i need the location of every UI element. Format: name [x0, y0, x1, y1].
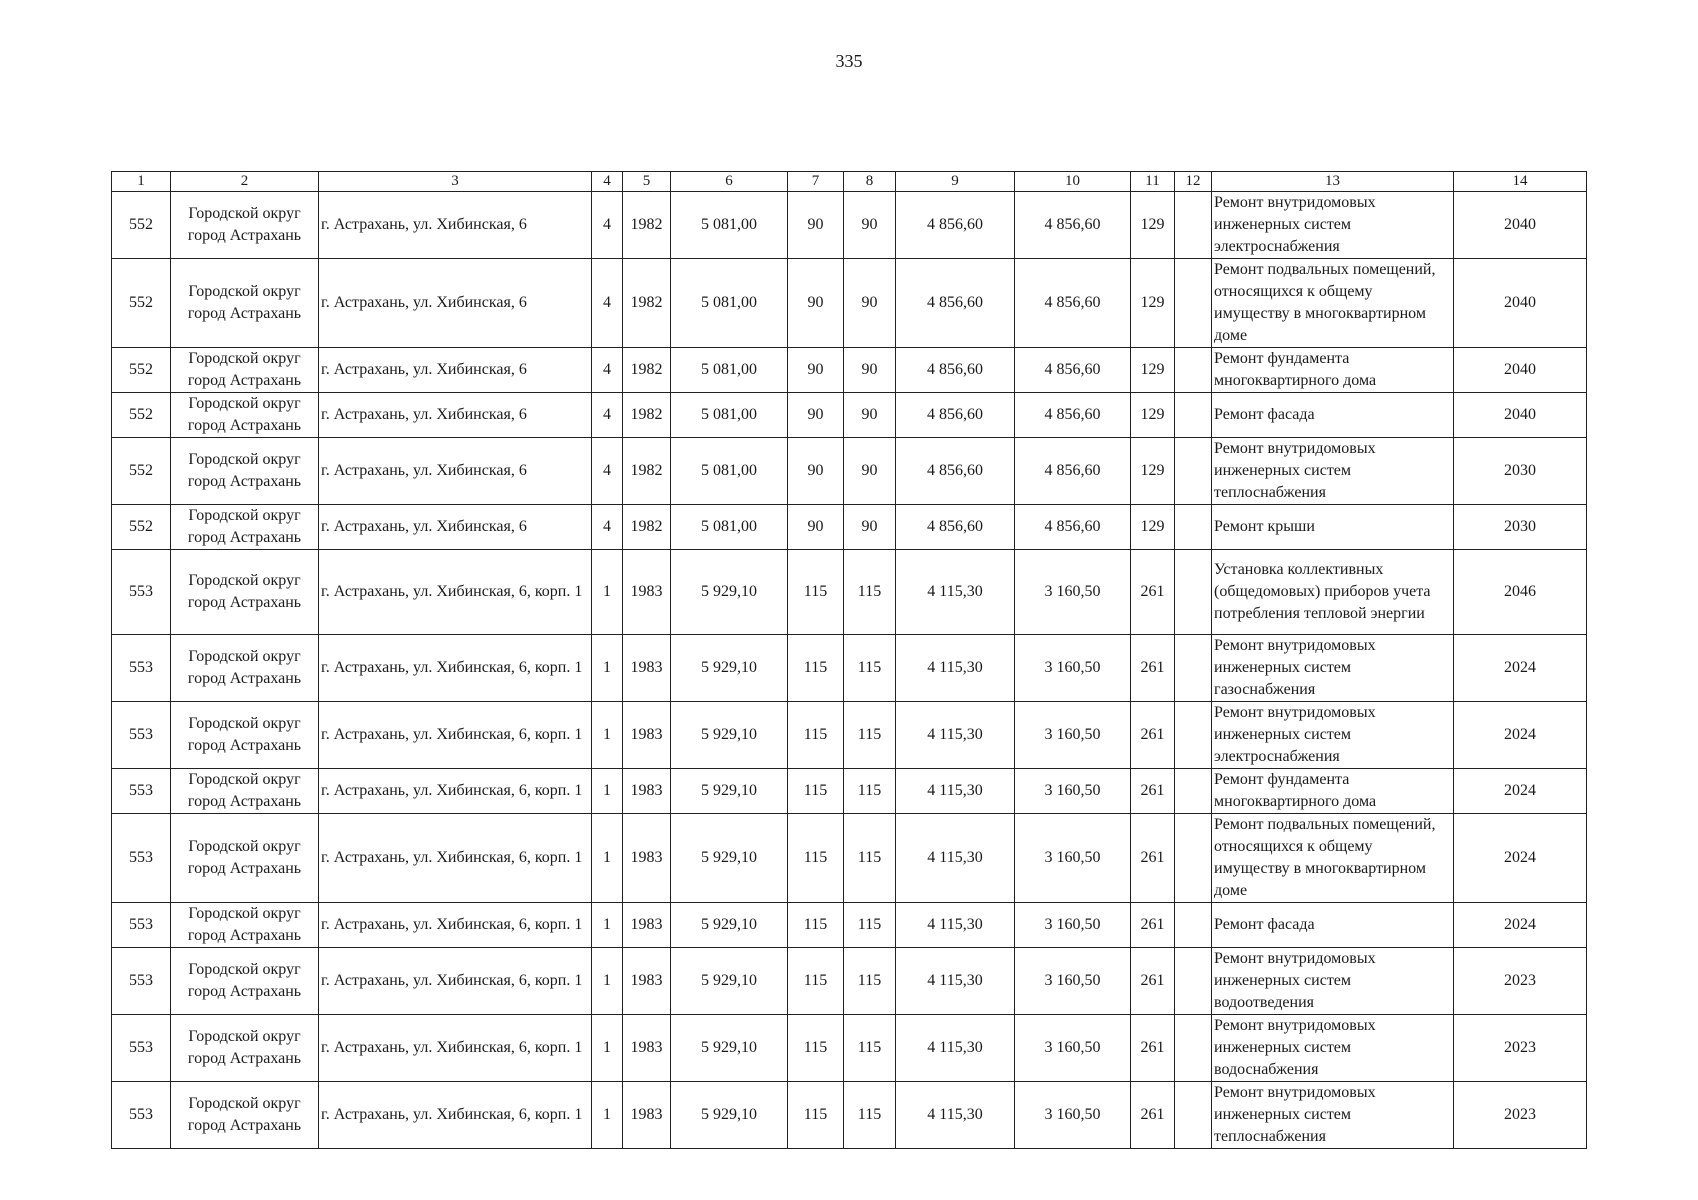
col11-cell: 261: [1131, 903, 1175, 948]
work-type-cell: Ремонт подвальных помещений, относящихся к общему имуществу в многоквартирном доме: [1212, 259, 1454, 348]
work-type-cell: Ремонт фасада: [1212, 903, 1454, 948]
address-cell: г. Астрахань, ул. Хибинская, 6, корп. 1: [319, 814, 592, 903]
total-area-cell: 5 929,10: [671, 1015, 788, 1082]
municipality-cell: Городской округ город Астрахань: [171, 814, 319, 903]
col7-cell: 115: [788, 1015, 844, 1082]
year-built-cell: 1982: [623, 393, 671, 438]
column-header: 14: [1454, 172, 1587, 192]
year-built-cell: 1983: [623, 903, 671, 948]
col12-cell: [1175, 259, 1212, 348]
municipality-cell: Городской округ город Астрахань: [171, 505, 319, 550]
column-header: 2: [171, 172, 319, 192]
total-area-cell: 5 929,10: [671, 1082, 788, 1149]
year-built-cell: 1982: [623, 192, 671, 259]
table-row: [112, 635, 1587, 702]
col7-cell: 90: [788, 438, 844, 505]
col9-cell: 4 115,30: [896, 814, 1015, 903]
work-type-cell: Ремонт подвальных помещений, относящихся к общему имуществу в многоквартирном доме: [1212, 814, 1454, 903]
year-built-cell: 1983: [623, 769, 671, 814]
table-row: [112, 814, 1587, 903]
municipality-cell: Городской округ город Астрахань: [171, 192, 319, 259]
work-type-cell: Ремонт внутридомовых инженерных систем газоснабжения: [1212, 635, 1454, 702]
col7-cell: 90: [788, 259, 844, 348]
registry-number-cell: 553: [112, 814, 171, 903]
planned-year-cell: 2024: [1454, 903, 1587, 948]
col12-cell: [1175, 1082, 1212, 1149]
col12-cell: [1175, 702, 1212, 769]
col8-cell: 115: [844, 903, 896, 948]
col10-cell: 4 856,60: [1015, 259, 1131, 348]
col4-cell: 4: [592, 438, 623, 505]
table-row: [112, 348, 1587, 393]
col9-cell: 4 115,30: [896, 948, 1015, 1015]
municipality-cell: Городской округ город Астрахань: [171, 635, 319, 702]
col7-cell: 115: [788, 635, 844, 702]
col10-cell: 3 160,50: [1015, 635, 1131, 702]
col9-cell: 4 115,30: [896, 769, 1015, 814]
col9-cell: 4 856,60: [896, 259, 1015, 348]
address-cell: г. Астрахань, ул. Хибинская, 6: [319, 259, 592, 348]
col9-cell: 4 856,60: [896, 393, 1015, 438]
col11-cell: 261: [1131, 814, 1175, 903]
municipality-cell: Городской округ город Астрахань: [171, 259, 319, 348]
municipality-cell: Городской округ город Астрахань: [171, 948, 319, 1015]
page-number: 335: [835, 51, 863, 71]
year-built-cell: 1983: [623, 1082, 671, 1149]
col4-cell: 1: [592, 635, 623, 702]
municipality-cell: Городской округ город Астрахань: [171, 702, 319, 769]
col4-cell: 1: [592, 702, 623, 769]
year-built-cell: 1983: [623, 1015, 671, 1082]
col9-cell: 4 115,30: [896, 702, 1015, 769]
registry-number-cell: 552: [112, 192, 171, 259]
year-built-cell: 1982: [623, 505, 671, 550]
col11-cell: 129: [1131, 192, 1175, 259]
col4-cell: 4: [592, 505, 623, 550]
col8-cell: 90: [844, 348, 896, 393]
col10-cell: 3 160,50: [1015, 550, 1131, 635]
year-built-cell: 1982: [623, 438, 671, 505]
col4-cell: 4: [592, 259, 623, 348]
municipality-cell: Городской округ город Астрахань: [171, 438, 319, 505]
registry-number-cell: 552: [112, 259, 171, 348]
col4-cell: 1: [592, 550, 623, 635]
col4-cell: 4: [592, 192, 623, 259]
col10-cell: 4 856,60: [1015, 192, 1131, 259]
col12-cell: [1175, 192, 1212, 259]
col12-cell: [1175, 393, 1212, 438]
address-cell: г. Астрахань, ул. Хибинская, 6, корп. 1: [319, 769, 592, 814]
col12-cell: [1175, 550, 1212, 635]
col10-cell: 4 856,60: [1015, 438, 1131, 505]
year-built-cell: 1983: [623, 635, 671, 702]
col4-cell: 1: [592, 948, 623, 1015]
planned-year-cell: 2024: [1454, 814, 1587, 903]
municipality-cell: Городской округ город Астрахань: [171, 1082, 319, 1149]
planned-year-cell: 2040: [1454, 393, 1587, 438]
address-cell: г. Астрахань, ул. Хибинская, 6, корп. 1: [319, 702, 592, 769]
col8-cell: 115: [844, 702, 896, 769]
work-type-cell: Ремонт внутридомовых инженерных систем теплоснабжения: [1212, 438, 1454, 505]
registry-number-cell: 553: [112, 903, 171, 948]
col11-cell: 261: [1131, 1015, 1175, 1082]
work-type-cell: Ремонт внутридомовых инженерных систем водоотведения: [1212, 948, 1454, 1015]
column-header: 12: [1175, 172, 1212, 192]
col12-cell: [1175, 635, 1212, 702]
table-row: [112, 769, 1587, 814]
registry-number-cell: 553: [112, 702, 171, 769]
year-built-cell: 1982: [623, 259, 671, 348]
planned-year-cell: 2040: [1454, 348, 1587, 393]
col12-cell: [1175, 948, 1212, 1015]
address-cell: г. Астрахань, ул. Хибинская, 6, корп. 1: [319, 903, 592, 948]
col7-cell: 115: [788, 769, 844, 814]
col11-cell: 129: [1131, 393, 1175, 438]
col9-cell: 4 856,60: [896, 192, 1015, 259]
col11-cell: 261: [1131, 769, 1175, 814]
year-built-cell: 1983: [623, 814, 671, 903]
municipality-cell: Городской округ город Астрахань: [171, 348, 319, 393]
municipality-cell: Городской округ город Астрахань: [171, 1015, 319, 1082]
table-row: [112, 438, 1587, 505]
col8-cell: 115: [844, 1015, 896, 1082]
table-row: [112, 903, 1587, 948]
col7-cell: 115: [788, 948, 844, 1015]
work-type-cell: Ремонт внутридомовых инженерных систем электроснабжения: [1212, 702, 1454, 769]
col4-cell: 1: [592, 1015, 623, 1082]
col11-cell: 261: [1131, 1082, 1175, 1149]
address-cell: г. Астрахань, ул. Хибинская, 6, корп. 1: [319, 948, 592, 1015]
col10-cell: 4 856,60: [1015, 505, 1131, 550]
col8-cell: 90: [844, 259, 896, 348]
col12-cell: [1175, 505, 1212, 550]
col11-cell: 129: [1131, 438, 1175, 505]
municipality-cell: Городской округ город Астрахань: [171, 393, 319, 438]
registry-number-cell: 553: [112, 1015, 171, 1082]
total-area-cell: 5 929,10: [671, 769, 788, 814]
col9-cell: 4 115,30: [896, 1082, 1015, 1149]
column-header: 10: [1015, 172, 1131, 192]
col10-cell: 4 856,60: [1015, 348, 1131, 393]
col10-cell: 3 160,50: [1015, 948, 1131, 1015]
col4-cell: 1: [592, 903, 623, 948]
col10-cell: 3 160,50: [1015, 1082, 1131, 1149]
column-header: 4: [592, 172, 623, 192]
col12-cell: [1175, 769, 1212, 814]
planned-year-cell: 2030: [1454, 505, 1587, 550]
table-row: [112, 948, 1587, 1015]
planned-year-cell: 2040: [1454, 192, 1587, 259]
col4-cell: 1: [592, 1082, 623, 1149]
work-type-cell: Ремонт внутридомовых инженерных систем теплоснабжения: [1212, 1082, 1454, 1149]
table-row: [112, 192, 1587, 259]
col12-cell: [1175, 814, 1212, 903]
work-type-cell: Ремонт фундамента многоквартирного дома: [1212, 348, 1454, 393]
municipality-cell: Городской округ город Астрахань: [171, 769, 319, 814]
registry-number-cell: 553: [112, 550, 171, 635]
col12-cell: [1175, 348, 1212, 393]
registry-number-cell: 553: [112, 635, 171, 702]
work-type-cell: Ремонт крыши: [1212, 505, 1454, 550]
col12-cell: [1175, 1015, 1212, 1082]
planned-year-cell: 2030: [1454, 438, 1587, 505]
col4-cell: 4: [592, 393, 623, 438]
planned-year-cell: 2046: [1454, 550, 1587, 635]
column-header: 6: [671, 172, 788, 192]
address-cell: г. Астрахань, ул. Хибинская, 6: [319, 348, 592, 393]
column-header: 1: [112, 172, 171, 192]
year-built-cell: 1983: [623, 948, 671, 1015]
column-header: 13: [1212, 172, 1454, 192]
registry-number-cell: 552: [112, 393, 171, 438]
address-cell: г. Астрахань, ул. Хибинская, 6, корп. 1: [319, 1015, 592, 1082]
col9-cell: 4 856,60: [896, 438, 1015, 505]
col8-cell: 115: [844, 948, 896, 1015]
col7-cell: 115: [788, 1082, 844, 1149]
column-header: 8: [844, 172, 896, 192]
address-cell: г. Астрахань, ул. Хибинская, 6: [319, 505, 592, 550]
col4-cell: 1: [592, 769, 623, 814]
table-row: [112, 259, 1587, 348]
col7-cell: 115: [788, 702, 844, 769]
col11-cell: 129: [1131, 348, 1175, 393]
total-area-cell: 5 081,00: [671, 192, 788, 259]
total-area-cell: 5 929,10: [671, 635, 788, 702]
col8-cell: 90: [844, 438, 896, 505]
work-type-cell: Ремонт внутридомовых инженерных систем электроснабжения: [1212, 192, 1454, 259]
total-area-cell: 5 081,00: [671, 505, 788, 550]
total-area-cell: 5 929,10: [671, 903, 788, 948]
column-header: 9: [896, 172, 1015, 192]
table-row: [112, 1015, 1587, 1082]
col10-cell: 3 160,50: [1015, 702, 1131, 769]
col9-cell: 4 115,30: [896, 550, 1015, 635]
col11-cell: 129: [1131, 259, 1175, 348]
table-row: [112, 1082, 1587, 1149]
municipality-cell: Городской округ город Астрахань: [171, 903, 319, 948]
address-cell: г. Астрахань, ул. Хибинская, 6: [319, 438, 592, 505]
column-header: 7: [788, 172, 844, 192]
registry-number-cell: 552: [112, 348, 171, 393]
col4-cell: 4: [592, 348, 623, 393]
column-number-row: [112, 172, 1587, 192]
col9-cell: 4 856,60: [896, 505, 1015, 550]
registry-number-cell: 552: [112, 505, 171, 550]
col8-cell: 115: [844, 550, 896, 635]
col4-cell: 1: [592, 814, 623, 903]
total-area-cell: 5 081,00: [671, 348, 788, 393]
col10-cell: 3 160,50: [1015, 814, 1131, 903]
col11-cell: 261: [1131, 635, 1175, 702]
column-header: 5: [623, 172, 671, 192]
work-type-cell: Установка коллективных (общедомовых) приборов учета потребления тепловой энергии: [1212, 550, 1454, 635]
total-area-cell: 5 929,10: [671, 814, 788, 903]
year-built-cell: 1983: [623, 550, 671, 635]
total-area-cell: 5 081,00: [671, 393, 788, 438]
planned-year-cell: 2024: [1454, 635, 1587, 702]
col10-cell: 3 160,50: [1015, 903, 1131, 948]
col8-cell: 115: [844, 1082, 896, 1149]
repair-registry-table: [111, 171, 1587, 1149]
table-row: [112, 393, 1587, 438]
address-cell: г. Астрахань, ул. Хибинская, 6, корп. 1: [319, 635, 592, 702]
col11-cell: 261: [1131, 948, 1175, 1015]
col7-cell: 90: [788, 393, 844, 438]
planned-year-cell: 2023: [1454, 1015, 1587, 1082]
year-built-cell: 1982: [623, 348, 671, 393]
work-type-cell: Ремонт внутридомовых инженерных систем водоснабжения: [1212, 1015, 1454, 1082]
year-built-cell: 1983: [623, 702, 671, 769]
col8-cell: 90: [844, 393, 896, 438]
col9-cell: 4 115,30: [896, 903, 1015, 948]
planned-year-cell: 2040: [1454, 259, 1587, 348]
total-area-cell: 5 929,10: [671, 702, 788, 769]
planned-year-cell: 2023: [1454, 1082, 1587, 1149]
col7-cell: 90: [788, 192, 844, 259]
column-header: 3: [319, 172, 592, 192]
col8-cell: 115: [844, 769, 896, 814]
address-cell: г. Астрахань, ул. Хибинская, 6, корп. 1: [319, 550, 592, 635]
total-area-cell: 5 929,10: [671, 948, 788, 1015]
table-row: [112, 550, 1587, 635]
col8-cell: 115: [844, 814, 896, 903]
column-header: 11: [1131, 172, 1175, 192]
registry-number-cell: 552: [112, 438, 171, 505]
address-cell: г. Астрахань, ул. Хибинская, 6, корп. 1: [319, 1082, 592, 1149]
work-type-cell: Ремонт фундамента многоквартирного дома: [1212, 769, 1454, 814]
total-area-cell: 5 929,10: [671, 550, 788, 635]
total-area-cell: 5 081,00: [671, 259, 788, 348]
registry-number-cell: 553: [112, 1082, 171, 1149]
col9-cell: 4 115,30: [896, 1015, 1015, 1082]
col10-cell: 4 856,60: [1015, 393, 1131, 438]
table-row: [112, 505, 1587, 550]
col11-cell: 261: [1131, 550, 1175, 635]
col10-cell: 3 160,50: [1015, 769, 1131, 814]
address-cell: г. Астрахань, ул. Хибинская, 6: [319, 192, 592, 259]
col11-cell: 129: [1131, 505, 1175, 550]
planned-year-cell: 2024: [1454, 769, 1587, 814]
col7-cell: 115: [788, 903, 844, 948]
col7-cell: 90: [788, 505, 844, 550]
planned-year-cell: 2023: [1454, 948, 1587, 1015]
registry-number-cell: 553: [112, 948, 171, 1015]
col12-cell: [1175, 903, 1212, 948]
col7-cell: 115: [788, 814, 844, 903]
col12-cell: [1175, 438, 1212, 505]
col10-cell: 3 160,50: [1015, 1015, 1131, 1082]
planned-year-cell: 2024: [1454, 702, 1587, 769]
col9-cell: 4 856,60: [896, 348, 1015, 393]
col8-cell: 90: [844, 192, 896, 259]
col8-cell: 90: [844, 505, 896, 550]
col11-cell: 261: [1131, 702, 1175, 769]
table-row: [112, 702, 1587, 769]
registry-number-cell: 553: [112, 769, 171, 814]
total-area-cell: 5 081,00: [671, 438, 788, 505]
col7-cell: 90: [788, 348, 844, 393]
address-cell: г. Астрахань, ул. Хибинская, 6: [319, 393, 592, 438]
col7-cell: 115: [788, 550, 844, 635]
municipality-cell: Городской округ город Астрахань: [171, 550, 319, 635]
col9-cell: 4 115,30: [896, 635, 1015, 702]
col8-cell: 115: [844, 635, 896, 702]
work-type-cell: Ремонт фасада: [1212, 393, 1454, 438]
